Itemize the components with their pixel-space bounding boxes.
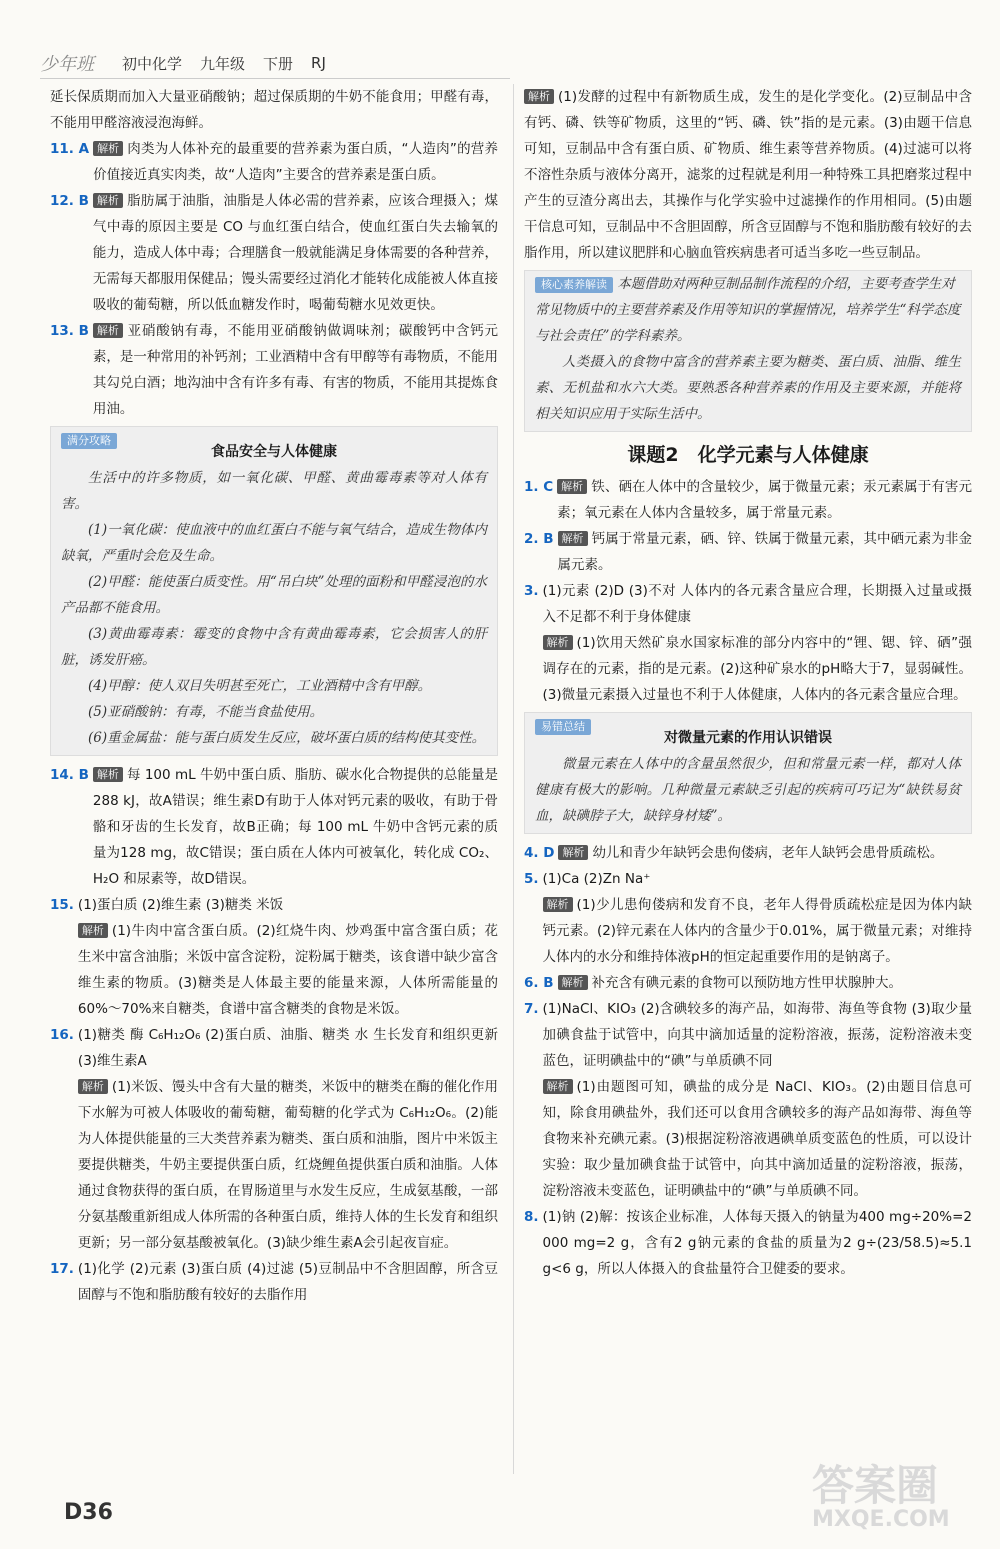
core-literacy-tag: 核心素养解读: [535, 277, 613, 293]
answer-r2: [524, 526, 972, 578]
answer-r4: [524, 840, 972, 866]
analysis-tag: 解析: [78, 1079, 108, 1094]
question-number: 3.: [524, 583, 539, 599]
question-number: 1. C: [524, 479, 554, 495]
question-number: 15.: [50, 897, 74, 913]
analysis-text: 肉类为人体补充的最重要的营养素为蛋白质，“人造肉”的营养价值接近真实肉类，故“人造肉”主要含的营养素是蛋白质。: [93, 141, 498, 183]
analysis-tag: 解析: [93, 323, 123, 338]
answer-text: (1)化学 (2)元素 (3)蛋白质 (4)过滤 (5)豆制品中不含胆固醇，所含豆固醇与不饱和脂肪酸有较好的去脂作用: [77, 1261, 498, 1303]
analysis-tag: 解析: [543, 635, 573, 650]
tips-item: (4)甲醇：使人双目失明甚至死亡，工业酒精中含有甲醇。: [88, 678, 432, 694]
answer-14: [50, 762, 498, 892]
mistake-title: 对微量元素的作用认识错误: [664, 730, 832, 746]
answer-11: [50, 136, 498, 188]
analysis-tag: 解析: [93, 767, 123, 782]
answer-r7: [524, 996, 972, 1204]
answer-text: (1)钠 (2)解：按该企业标准，人体每天摄入的钠量为400 mg÷20%=2 000 mg=2 g，含有2 g钠元素的食盐的质量为2 g÷(23/58.5)≈5.1 g<6 g，所以人体摄入的食盐量符合卫健委的要求。: [542, 1209, 972, 1277]
question-number: 5.: [524, 871, 539, 887]
analysis-text: (1)发酵的过程中有新物质生成，发生的是化学变化。(2)豆制品中含有钙、磷、铁等矿物质，这里的“钙、磷、铁”指的是元素。(3)由题干信息可知，豆制品中含有蛋白质、矿物质、维生素等营养物质。(4)过滤可以将不溶性杂质与液体分离开，滤浆的过程就是利用一种特殊工具把磨浆过程中产生的豆渣分离出去，其操作与化学实验中过滤操作的作用相同。(5)由题干信息可知，豆制品中不含胆固醇，所含豆固醇与不饱和脂肪酸有较好的去脂作用，所以建议肥胖和心脑血管疾病患者可适当多吃一些豆制品。: [524, 89, 972, 261]
watermark-text: 答案圈: [812, 1461, 939, 1510]
tips-intro: 生活中的许多物质，如一氧化碳、甲醛、黄曲霉毒素等对人体有害。: [61, 470, 487, 512]
core-literacy-box: [524, 270, 972, 432]
analysis-text: 补充含有碘元素的食物可以预防地方性甲状腺肿大。: [591, 975, 903, 991]
question-number: 7.: [524, 1001, 539, 1017]
analysis-text: 钙属于常量元素，硒、锌、铁属于微量元素，其中硒元素为非金属元素。: [557, 531, 972, 573]
answer-r8: [524, 1204, 972, 1282]
question-number: 4. D: [524, 845, 555, 861]
question-number: 6. B: [524, 975, 554, 991]
answer-13: [50, 318, 498, 422]
analysis-text: (1)牛肉中富含蛋白质。(2)红烧牛肉、炒鸡蛋中富含蛋白质；花生米中富含油脂；米饭中富含淀粉，淀粉属于糖类，该食谱中缺少富含维生素的物质。(3)糖类是人体最主要的能量来源，人体所需能量的60%～70%来自糖类，食谱中富含糖类的食物是米饭。: [77, 923, 498, 1017]
tips-item: (6)重金属盐：能与蛋白质发生反应，破坏蛋白质的结构使其变性。: [88, 730, 486, 746]
analysis-text: (1)饮用天然矿泉水国家标准的部分内容中的“锂、锶、锌、硒”强调存在的元素，指的是元素。(2)这种矿泉水的pH略大于7，显弱碱性。(3)微量元素摄入过量也不利于人体健康，人体内的各元素含量应合理。: [542, 635, 972, 703]
question-number: 13. B: [50, 323, 89, 339]
analysis-text: (1)少儿患佝偻病和发育不良，老年人得骨质疏松症是因为体内缺钙元素。(2)锌元素在人体内的含量少于0.01%，属于微量元素；对维持人体内的水分和维持体液pH的恒定起重要作用的是钠离子。: [542, 897, 972, 965]
tips-item: (2)甲醛：能使蛋白质变性。用“吊白块”处理的面粉和甲醛浸泡的水产品都不能食用。: [61, 574, 487, 616]
answer-16: [50, 1022, 498, 1256]
analysis-text: 脂肪属于油脂，油脂是人体必需的营养素，应该合理摄入；煤气中毒的原因主要是 CO 与血红蛋白结合，使血红蛋白失去输氧的能力，造成人体中毒；合理膳食一般就能满足身体需要的各种营养，无需每天都服用保健品；馒头需要经过消化才能转化成能被人体直接吸收的葡萄糖，所以低血糖发作时，喝葡萄糖水见效更快。: [92, 193, 498, 313]
carry-over-paragraph: 延长保质期而加入大量亚硝酸钠；超过保质期的牛奶不能食用；甲醛有毒，不能用甲醛溶液浸泡海鲜。: [50, 89, 498, 131]
column-divider: [513, 84, 514, 1474]
tips-tag: 满分攻略: [61, 433, 117, 449]
question-number: 17.: [50, 1261, 74, 1277]
page-number: D36: [64, 1500, 113, 1525]
mistake-box: [524, 712, 972, 834]
question-number: 11. A: [50, 141, 90, 157]
analysis-text: 幼儿和青少年缺钙会患佝偻病，老年人缺钙会患骨质疏松。: [592, 845, 944, 861]
mistake-text: 微量元素在人体中的含量虽然很少，但和常量元素一样，都对人体健康有极大的影响。几种微量元素缺乏引起的疾病可巧记为“缺铁易贫血，缺碘脖子大，缺锌身材矮”。: [535, 756, 961, 824]
analysis-tag: 解析: [543, 897, 573, 912]
question-number: 8.: [524, 1209, 539, 1225]
tips-item: (3)黄曲霉毒素：霉变的食物中含有黄曲霉毒素，它会损害人的肝脏，诱发肝癌。: [61, 626, 487, 668]
analysis-tag: 解析: [558, 845, 588, 860]
answer-text: (1)Ca (2)Zn Na⁺: [542, 871, 651, 887]
section-title: 课题2 化学元素与人体健康: [627, 444, 869, 466]
analysis-text: (1)米饭、馒头中含有大量的糖类，米饭中的糖类在酶的催化作用下水解为可被人体吸收的葡萄糖，葡萄糖的化学式为 C₆H₁₂O₆。(2)能为人体提供能量的三大类营养素为糖类、蛋白质和油脂，图片中米饭主要提供糖类，牛奶主要提供蛋白质，红烧鲤鱼提供蛋白质和油脂。人体通过食物获得的蛋白质，在胃肠道里与水发生反应，生成氨基酸，一部分氨基酸重新组成人体所需的各种蛋白质，维持人体的生长发育和组织更新；另一部分氨基酸被氧化。(3)缺少维生素A会引起夜盲症。: [77, 1079, 498, 1251]
watermark-url: MXQE.COM: [812, 1507, 950, 1532]
analysis-text: (1)由题图可知，碘盐的成分是 NaCl、KIO₃。(2)由题目信息可知，除食用碘盐外，我们还可以食用含碘较多的海产品如海带、海鱼等食物来补充碘元素。(3)根据淀粉溶液遇碘单质变蓝色的性质，可以设计实验：取少量加碘食盐于试管中，向其中滴加适量的淀粉溶液，振荡，淀粉溶液未变蓝色，证明碘盐中的“碘”与单质碘不同。: [542, 1079, 972, 1199]
left-column: [50, 84, 498, 1308]
analysis-tag: 解析: [524, 89, 554, 104]
answer-text: (1)糖类 酶 C₆H₁₂O₆ (2)蛋白质、油脂、糖类 水 生长发育和组织更新 (3)维生素A: [77, 1027, 498, 1069]
question-number: 12. B: [50, 193, 89, 209]
answer-r1: [524, 474, 972, 526]
right-column: [524, 84, 972, 1282]
mistake-tag: 易错总结: [535, 719, 591, 735]
analysis-text: 亚硝酸钠有毒，不能用亚硝酸钠做调味剂；碳酸钙中含钙元素，是一种常用的补钙剂；工业酒精中含有甲醇等有毒物质，不能用其勾兑白酒；地沟油中含有许多有毒、有害的物质，不能用其提炼食用油。: [92, 323, 498, 417]
answer-r3: [524, 578, 972, 708]
analysis-tag: 解析: [543, 1079, 573, 1094]
header-term: 下册: [263, 54, 294, 73]
answer-12: [50, 188, 498, 318]
answer-15: [50, 892, 498, 1022]
answer-r5: [524, 866, 972, 970]
tips-box: [50, 426, 498, 756]
tips-title: 食品安全与人体健康: [211, 444, 337, 460]
question-number: 2. B: [524, 531, 554, 547]
answer-r6: [524, 970, 972, 996]
answer-text: (1)蛋白质 (2)维生素 (3)糖类 米饭: [77, 897, 284, 913]
header-subject: 初中化学: [122, 54, 183, 73]
question-number: 14. B: [50, 767, 89, 783]
answer-text: (1)NaCl、KIO₃ (2)含碘较多的海产品，如海带、海鱼等食物 (3)取少量加碘食盐于试管中，向其中滴加适量的淀粉溶液，振荡，淀粉溶液未变蓝色，证明碘盐中的“碘”与单质碘不同: [542, 1001, 972, 1069]
core-literacy-text: 本题借助对两种豆制品制作流程的介绍，主要考查学生对常见物质中的主要营养素及作用等知识的掌握情况，培养学生“科学态度与社会责任”的学科素养。: [535, 276, 961, 344]
analysis-tag: 解析: [78, 923, 108, 938]
question-number: 16.: [50, 1027, 74, 1043]
analysis-tag: 解析: [93, 193, 123, 208]
analysis-text: 每 100 mL 牛奶中蛋白质、脂肪、碳水化合物提供的总能量是288 kJ，故A错误；维生素D有助于人体对钙元素的吸收，有助于骨骼和牙齿的生长发育，故B正确；每 100 mL 牛奶中含钙元素的质量为128 mg，故C错误；蛋白质在人体内可被氧化，转化成 CO₂、H₂O 和尿素等，故D错误。: [92, 767, 498, 887]
analysis-tag: 解析: [557, 479, 587, 494]
analysis-tag: 解析: [93, 141, 123, 156]
answer-17: [50, 1256, 498, 1308]
page-header: [40, 48, 510, 79]
tips-item: (5)亚硝酸钠：有毒，不能当食盐使用。: [88, 704, 324, 720]
analysis-tag: 解析: [558, 975, 588, 990]
header-edition: RJ: [311, 54, 326, 72]
analysis-text: 铁、硒在人体中的含量较少，属于微量元素；汞元素属于有害元素；氧元素在人体内含量较多，属于常量元素。: [557, 479, 972, 521]
brand-logo: 少年班: [40, 54, 94, 75]
header-grade: 九年级: [200, 54, 246, 73]
watermark-logo: [812, 1461, 950, 1532]
tips-item: (1)一氧化碳：使血液中的血红蛋白不能与氧气结合，造成生物体内缺氧，严重时会危及生命。: [61, 522, 487, 564]
core-literacy-text: 人类摄入的食物中富含的营养素主要为糖类、蛋白质、油脂、维生素、无机盐和水六大类。要熟悉各种营养素的作用及主要来源，并能将相关知识应用于实际生活中。: [535, 354, 961, 422]
analysis-tag: 解析: [558, 531, 588, 546]
answer-text: (1)元素 (2)D (3)不对 人体内的各元素含量应合理，长期摄入过量或摄入不足都不利于身体健康: [542, 583, 972, 625]
